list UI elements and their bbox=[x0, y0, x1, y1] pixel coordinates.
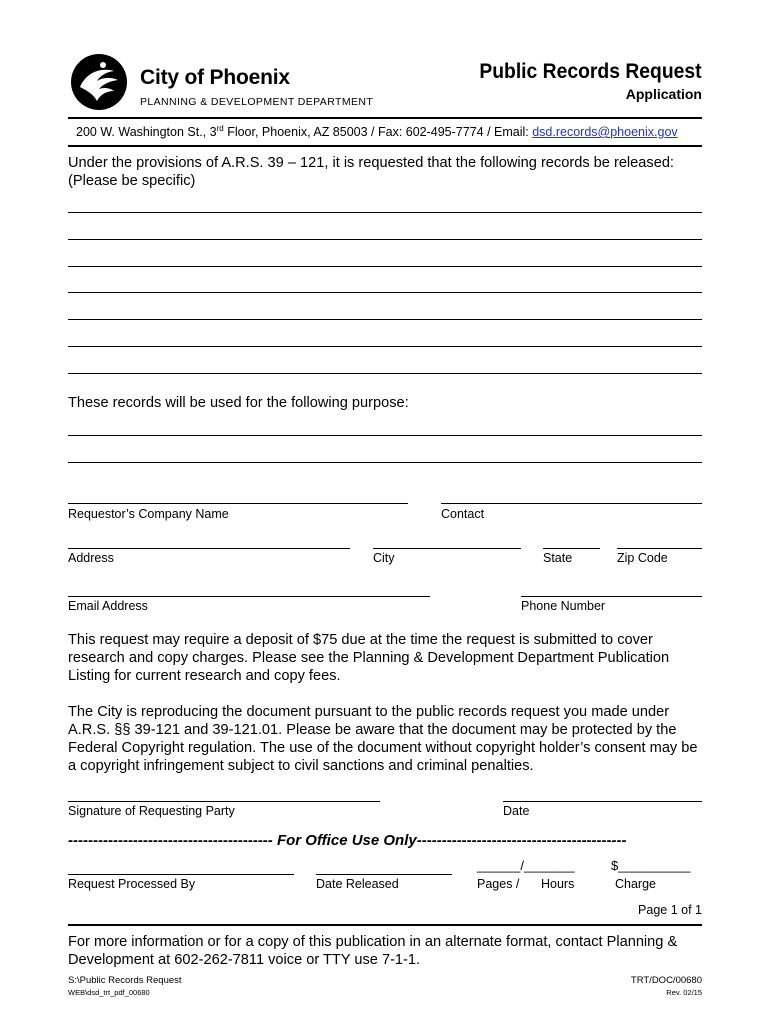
email-link[interactable]: dsd.records@phoenix.gov bbox=[532, 125, 678, 140]
processed-by-field[interactable] bbox=[68, 874, 294, 875]
signature-field[interactable] bbox=[68, 801, 380, 802]
state-label: State bbox=[543, 551, 573, 565]
page-subtitle: Application bbox=[625, 86, 702, 102]
web-path: WEB\dsd_trt_pdf_00680 bbox=[68, 988, 150, 997]
purpose-input-line[interactable] bbox=[68, 435, 702, 436]
email-field[interactable] bbox=[68, 596, 430, 597]
address-part: Floor, Phoenix, AZ 85003 / Fax: 602-495-7774 / Email: bbox=[223, 125, 533, 140]
records-input-line[interactable] bbox=[68, 346, 702, 347]
pages-hours-field[interactable]: ______/_______ bbox=[477, 858, 575, 873]
records-input-line[interactable] bbox=[68, 319, 702, 320]
address-divider bbox=[68, 145, 702, 147]
hours-label: Hours bbox=[541, 877, 575, 891]
date-released-label: Date Released bbox=[316, 877, 399, 891]
contact-field[interactable] bbox=[441, 503, 702, 504]
phoenix-logo-icon bbox=[70, 53, 128, 111]
zip-label: Zip Code bbox=[617, 551, 668, 565]
contact-address bbox=[76, 124, 678, 139]
date-label: Date bbox=[503, 804, 530, 818]
address-field[interactable] bbox=[68, 548, 350, 549]
email-label: Email Address bbox=[68, 599, 148, 613]
city-label: City bbox=[373, 551, 395, 565]
purpose-label: These records will be used for the following purpose: bbox=[68, 395, 409, 411]
records-input-line[interactable] bbox=[68, 212, 702, 213]
phone-field[interactable] bbox=[521, 596, 702, 597]
request-hint: (Please be specific) bbox=[68, 173, 196, 189]
records-input-line[interactable] bbox=[68, 373, 702, 374]
city-field[interactable] bbox=[373, 548, 521, 549]
footer-divider bbox=[68, 924, 702, 926]
records-input-line[interactable] bbox=[68, 292, 702, 293]
company-field[interactable] bbox=[68, 503, 408, 504]
processed-by-label: Request Processed By bbox=[68, 877, 196, 891]
charge-field[interactable]: $__________ bbox=[611, 858, 691, 873]
pages-label: Pages / bbox=[477, 877, 520, 891]
state-field[interactable] bbox=[543, 548, 600, 549]
signature-label: Signature of Requesting Party bbox=[68, 804, 235, 818]
footer-info: For more information or for a copy of this publication in an alternate format, contact Planning & Development at 602-262-7811 voice or TTY use 7-1-1. bbox=[68, 934, 678, 968]
department-name: PLANNING & DEVELOPMENT DEPARTMENT bbox=[140, 96, 374, 108]
page-number: Page 1 of 1 bbox=[638, 903, 702, 917]
records-input-line[interactable] bbox=[68, 266, 702, 267]
copyright-notice: The City is reproducing the document pursuant to the public records request you made under A.R.S. §§ 39-121 and 39-121.01. Please be aware that the document may be protected by the Federal Copyright regulation. The use of the document without copyright holder’s consent may be a copyright infringement subject to civil sanctions and criminal penalties. bbox=[68, 704, 698, 774]
phone-label: Phone Number bbox=[521, 599, 606, 613]
zip-field[interactable] bbox=[617, 548, 702, 549]
address-suffix: rd bbox=[216, 124, 224, 133]
address-label: Address bbox=[68, 551, 114, 565]
doc-code: TRT/DOC/00680 bbox=[630, 975, 702, 986]
records-input-line[interactable] bbox=[68, 239, 702, 240]
office-use-banner: ----------------------------------------- For Office Use Only------------------------------------------ bbox=[68, 832, 627, 849]
request-statement bbox=[68, 154, 708, 190]
purpose-input-line[interactable] bbox=[68, 462, 702, 463]
deposit-notice: This request may require a deposit of $75 due at the time the request is submitted to cover research and copy charges. Please see the Planning & Development Department Publication Listing for current research and copy fees. bbox=[68, 632, 670, 684]
page-title: Public Records Request bbox=[479, 60, 702, 83]
file-path: S:\Public Records Request bbox=[68, 975, 182, 986]
request-line: Under the provisions of A.R.S. 39 – 121, it is requested that the following records be released: bbox=[68, 155, 674, 171]
address-part: 200 W. Washington St., 3 bbox=[76, 125, 217, 140]
contact-label: Contact bbox=[441, 507, 485, 521]
revision: Rev. 02/15 bbox=[666, 988, 702, 997]
date-released-field[interactable] bbox=[316, 874, 452, 875]
date-field[interactable] bbox=[503, 801, 702, 802]
org-name: City of Phoenix bbox=[140, 66, 290, 89]
header-divider bbox=[68, 117, 702, 119]
charge-label: Charge bbox=[615, 877, 656, 891]
company-label: Requestor’s Company Name bbox=[68, 507, 229, 521]
